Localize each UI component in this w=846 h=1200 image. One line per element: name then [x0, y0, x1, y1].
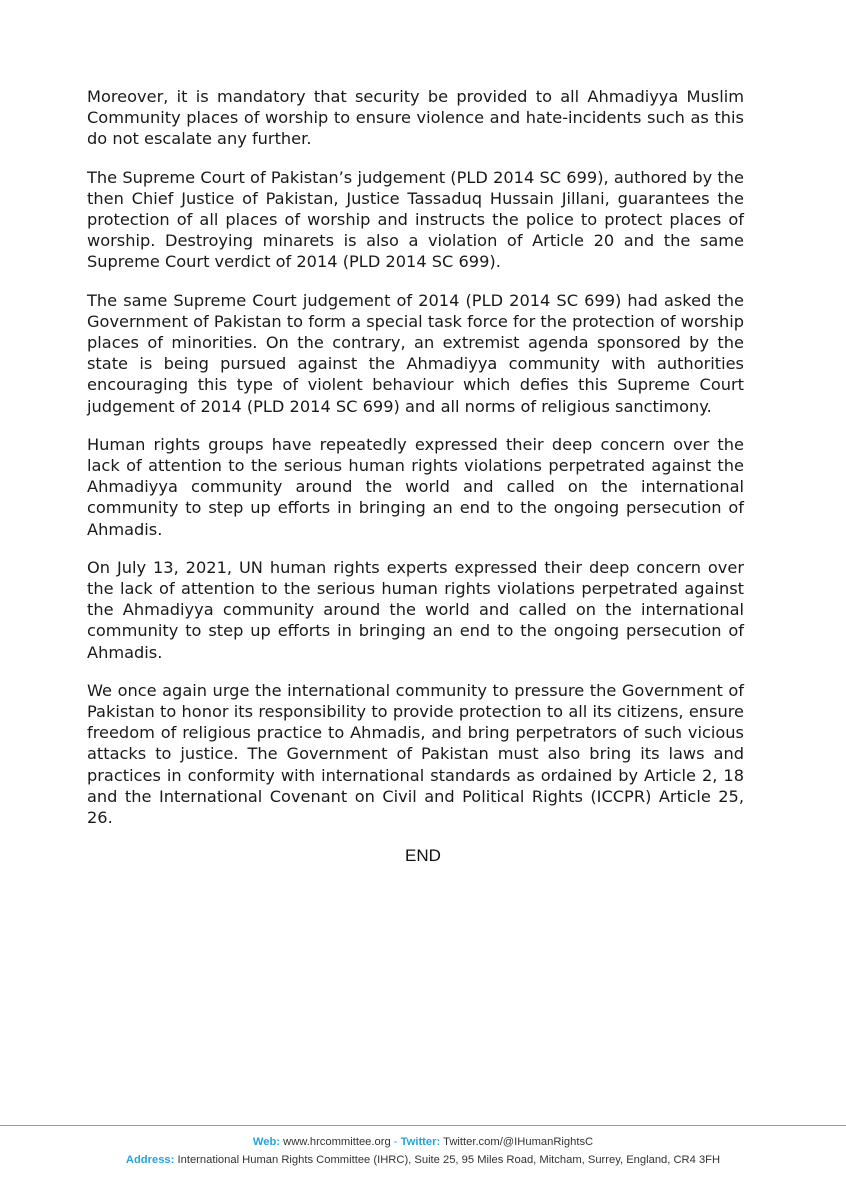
- document-body: [87, 86, 744, 845]
- footer-address-line: [0, 1154, 846, 1166]
- footer-divider: [0, 1125, 846, 1126]
- paragraph-security: Moreover, it is mandatory that security be provided to all Ahmadiyya Muslim Community places of worship to ensure violence and hate-incidents such as this do not escalate any further.: [87, 87, 744, 149]
- end-marker: END: [405, 846, 441, 865]
- paragraph-supreme-court-judgement: The Supreme Court of Pakistan’s judgement (PLD 2014 SC 699), authored by the then Chief Justice of Pakistan, Justice Tassaduq Hussain Jillani, guarantees the protection of all places of worship and instructs the police to protect places of worship. Destroying minarets is also a violation of Article 20 and the same Supreme Court verdict of 2014 (PLD 2014 SC 699).: [87, 167, 744, 272]
- web-link[interactable]: www.hrcommittee.org: [283, 1136, 391, 1148]
- address-text: International Human Rights Committee (IHRC), Suite 25, 95 Miles Road, Mitcham, Surrey, England, CR4 3FH: [177, 1154, 721, 1166]
- paragraph-human-rights-groups: Human rights groups have repeatedly expressed their deep concern over the lack of attention to the serious human rights violations perpetrated against the Ahmadiyya community around the world and called on the international community to step up efforts in bringing an end to the ongoing persecution of Ahmadis.: [87, 434, 744, 539]
- footer-separator: -: [390, 1136, 401, 1148]
- twitter-label: Twitter:: [400, 1136, 441, 1148]
- address-label: Address:: [125, 1154, 175, 1166]
- web-label: Web:: [252, 1136, 281, 1148]
- paragraph-un-experts: On July 13, 2021, UN human rights experts expressed their deep concern over the lack of attention to the serious human rights violations perpetrated against the Ahmadiyya community around the world and called on the international community to step up efforts in bringing an end to the ongoing persecution of Ahmadis.: [87, 557, 744, 662]
- paragraph-task-force: The same Supreme Court judgement of 2014 (PLD 2014 SC 699) had asked the Government of Pakistan to form a special task force for the protection of worship places of minorities. On the contrary, an extremist agenda sponsored by the state is being pursued against the Ahmadiyya community with authorities encouraging this type of violent behaviour which defies this Supreme Court judgement of 2014 (PLD 2014 SC 699) and all norms of religious sanctimony.: [87, 290, 744, 416]
- footer-contact-line: [0, 1136, 846, 1148]
- twitter-link[interactable]: Twitter.com/@IHumanRightsC: [443, 1136, 594, 1148]
- paragraph-urge-community: We once again urge the international community to pressure the Government of Pakistan to honor its responsibility to provide protection to all its citizens, ensure freedom of religious practice to Ahmadis, and bring perpetrators of such vicious attacks to justice. The Government of Pakistan must also bring its laws and practices in conformity with international standards as ordained by Article 2, 18 and the International Covenant on Civil and Political Rights (ICCPR) Article 25, 26.: [87, 680, 744, 828]
